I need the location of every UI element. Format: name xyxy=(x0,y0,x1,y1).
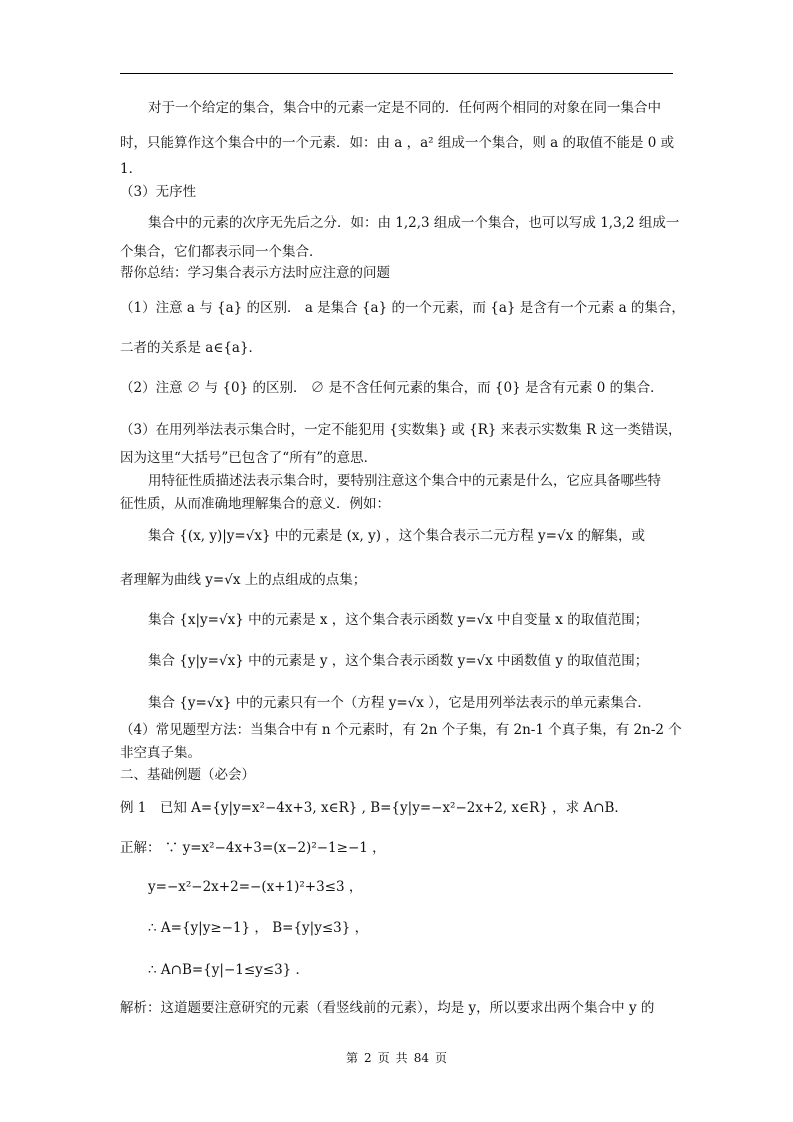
paragraph-line: 二者的关系是 a∈{a}． xyxy=(120,340,263,356)
paragraph-line: 集合中的元素的次序无先后之分．如：由 1,2,3 组成一个集合，也可以写成 1,3,2 组成一 xyxy=(148,215,680,231)
summary-heading: 帮你总结：学习集合表示方法时应注意的问题 xyxy=(120,265,390,281)
paragraph-line: （3）在用列举法表示集合时，一定不能犯用 {实数集} 或 {R} 来表示实数集 R 这一类错误， xyxy=(120,422,682,438)
paragraph-line: （1）注意 a 与 {a} 的区别． a 是集合 {a} 的一个元素，而 {a} 是含有一个元素 a 的集合， xyxy=(120,300,685,316)
solution-line: y=−x²−2x+2=−(x+1)²+3≤3 ， xyxy=(148,879,363,895)
analysis-line: 解析：这道题要注意研究的元素（看竖线前的元素），均是 y，所以要求出两个集合中 y 的 xyxy=(120,1000,655,1016)
paragraph-line: 1． xyxy=(120,161,143,177)
paragraph-line: 个集合，它们都表示同一个集合． xyxy=(120,244,323,260)
paragraph-line: 用特征性质描述法表示集合时，要特别注意这个集合中的元素是什么，它应具备哪些特 xyxy=(148,473,661,489)
paragraph-line: 集合 {y=√x} 中的元素只有一个（方程 y=√x ），它是用列举法表示的单元素集合． xyxy=(148,695,651,711)
section-heading: （3）无序性 xyxy=(120,184,197,200)
footer-page-number: 2 xyxy=(364,1051,372,1065)
solution-line: ∴ A={y|y≥−1} ， B={y|y≤3} ， xyxy=(148,920,369,936)
footer-total-pages: 84 xyxy=(413,1051,429,1065)
paragraph-line: （4）常见题型方法：当集合中有 n 个元素时，有 2n 个子集，有 2n-1 个真子集，有 2n-2 个 xyxy=(120,722,682,738)
paragraph-line: 对于一个给定的集合，集合中的元素一定是不同的．任何两个相同的对象在同一集合中 xyxy=(148,100,661,116)
footer-ye2: 页 xyxy=(434,1051,447,1065)
section-heading: 二、基础例题（必会） xyxy=(120,767,255,783)
solution-line: ∴ A∩B={y|−1≤y≤3} ． xyxy=(148,962,310,978)
page-footer xyxy=(0,1049,793,1066)
paragraph-line: 集合 {x|y=√x} 中的元素是 x ，这个集合表示函数 y=√x 中自变量 x 的取值范围； xyxy=(148,612,649,628)
solution-line: 正解： ∵ y=x²−4x+3=(x−2)²−1≥−1 ， xyxy=(120,840,386,856)
paragraph-line: 者理解为曲线 y=√x 上的点组成的点集； xyxy=(120,572,367,588)
paragraph-line: 时，只能算作这个集合中的一个元素．如：由 a ，a² 组成一个集合，则 a 的取值不能是 0 或 xyxy=(120,135,675,151)
paragraph-line: 因为这里“大括号”已包含了“所有”的意思． xyxy=(120,450,378,466)
paragraph-line: 非空真子集。 xyxy=(120,745,201,761)
footer-ye: 页 xyxy=(377,1051,390,1065)
paragraph-line: （2）注意 ∅ 与 {0} 的区别． ∅ 是不含任何元素的集合，而 {0} 是含有元素 0 的集合． xyxy=(120,380,664,396)
footer-gong: 共 xyxy=(395,1051,408,1065)
paragraph-line: 集合 {y|y=√x} 中的元素是 y ，这个集合表示函数 y=√x 中函数值 y 的取值范围； xyxy=(148,653,649,669)
header-rule xyxy=(120,73,673,74)
example-line: 例 1 已知 A={y|y=x²−4x+3, x∈R} , B={y|y=−x²−2x+2, x∈R} ，求 A∩B． xyxy=(120,800,628,816)
paragraph-line: 征性质，从而准确地理解集合的意义．例如： xyxy=(120,496,390,512)
paragraph-line: 集合 {(x, y)|y=√x} 中的元素是 (x, y) ，这个集合表示二元方程 y=√x 的解集，或 xyxy=(148,528,645,544)
footer-di: 第 xyxy=(346,1051,359,1065)
